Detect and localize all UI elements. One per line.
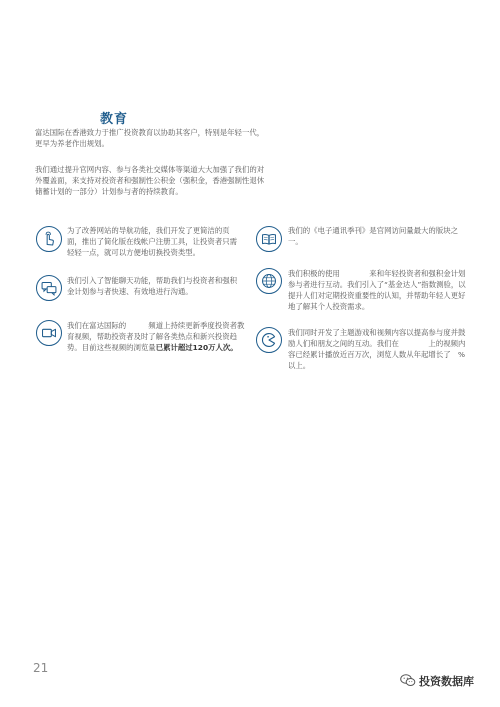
chat-bubbles-icon [36,275,62,301]
video-item-body: 我们在富达国际的 频道上持续更新季度投资者教育视频，帮助投资者及时了解各类热点和新兴投资趋势。目前这些视频的浏览量 [67,321,245,352]
watermark [400,673,474,690]
intro-paragraph-2: 我们通过提升官网内容、参与各类社交媒体等渠道大大加强了我们的对外覆盖面，来支持对投资者和强制性公积金（强积金，香港强制性退休储蓄计划的一部分）计划参与者的持续教育。 [35,165,265,196]
page-number: 21 [33,661,49,675]
video-item-emphasis: 已累计超过120万人次。 [155,343,238,352]
game-item-text: 我们同时开发了主题游戏和视频内容以提高参与度并鼓励人们和朋友之间的互动。我们在 上的视频内容已经累计播放近百万次，浏览人数从年起增长了 %以上。 [288,328,466,370]
video-item-text [67,320,245,353]
pacman-icon [256,327,282,353]
newsletter-item-text: 我们的《电子通讯季刊》是官网访问量最大的版块之一。 [288,226,458,246]
intro-paragraph-1: 富达国际在香港致力于推广投资教育以协助其客户，特别是年轻一代，更早为养老作出规划。 [35,128,265,148]
globe-icon [256,268,282,294]
chat-item-text: 我们引入了智能聊天功能，帮助我们与投资者和强积金计划参与者快速、有效地进行沟通。 [67,276,237,296]
navigation-item-text: 为了改善网站的导航功能，我们开发了更简洁的页面，推出了简化版在线帐户注册工具，让投资者只需轻轻一点，就可以方便地切换投资类型。 [67,226,237,257]
social-item-text: 我们积极的使用 来和年轻投资者和强积金计划参与者进行互动。我们引入了“基金达人”指数测验，以提升人们对定期投资重要性的认知，并帮助年轻人更好地了解其个人投资需求。 [288,269,466,311]
section-title: 教育 [100,112,129,127]
watermark-text: 投资数据库 [419,675,474,688]
open-book-icon [256,226,282,252]
wechat-icon [400,674,416,690]
hand-pointer-icon [36,226,62,252]
video-camera-icon [36,320,62,346]
